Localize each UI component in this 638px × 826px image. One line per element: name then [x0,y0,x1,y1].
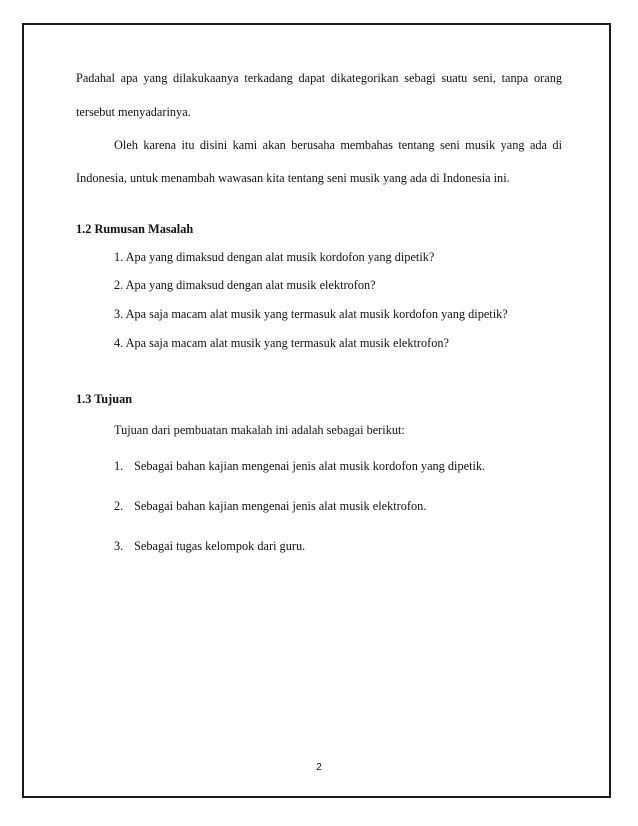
rumusan-heading: 1.2 Rumusan Masalah [76,222,194,236]
page-number: 2 [316,762,322,773]
tujuan-item-text: Sebagai tugas kelompok dari guru. [134,539,306,553]
paragraph-1-line-1: Padahal apa yang dilakukaanya terkadang dapat dikategorikan sebagi suatu seni, tanpa orang [76,71,562,85]
tujuan-item [114,499,426,514]
tujuan-item-number: 1. [114,459,124,473]
tujuan-item-text: Sebagai bahan kajian mengenai jenis alat musik kordofon yang dipetik. [134,459,486,473]
tujuan-intro: Tujuan dari pembuatan makalah ini adalah sebagai berikut: [114,423,405,437]
tujuan-item-text: Sebagai bahan kajian mengenai jenis alat musik elektrofon. [134,499,427,513]
tujuan-heading: 1.3 Tujuan [76,392,133,406]
rumusan-item: 2. Apa yang dimaksud dengan alat musik elektrofon? [114,278,376,292]
tujuan-item [114,459,485,474]
rumusan-item: 3. Apa saja macam alat musik yang termasuk alat musik kordofon yang dipetik? [114,307,508,321]
paragraph-2-line-1: Oleh karena itu disini kami akan berusaha membahas tentang seni musik yang ada di [114,138,562,152]
paragraph-1-line-2: tersebut menyadarinya. [76,105,191,119]
tujuan-item [114,539,305,554]
rumusan-item: 4. Apa saja macam alat musik yang termasuk alat musik elektrofon? [114,336,449,350]
rumusan-item: 1. Apa yang dimaksud dengan alat musik kordofon yang dipetik? [114,250,435,264]
paragraph-2-line-2: Indonesia, untuk menambah wawasan kita tentang seni musik yang ada di Indonesia ini. [76,171,510,185]
tujuan-item-number: 3. [114,539,124,553]
tujuan-item-number: 2. [114,499,124,513]
